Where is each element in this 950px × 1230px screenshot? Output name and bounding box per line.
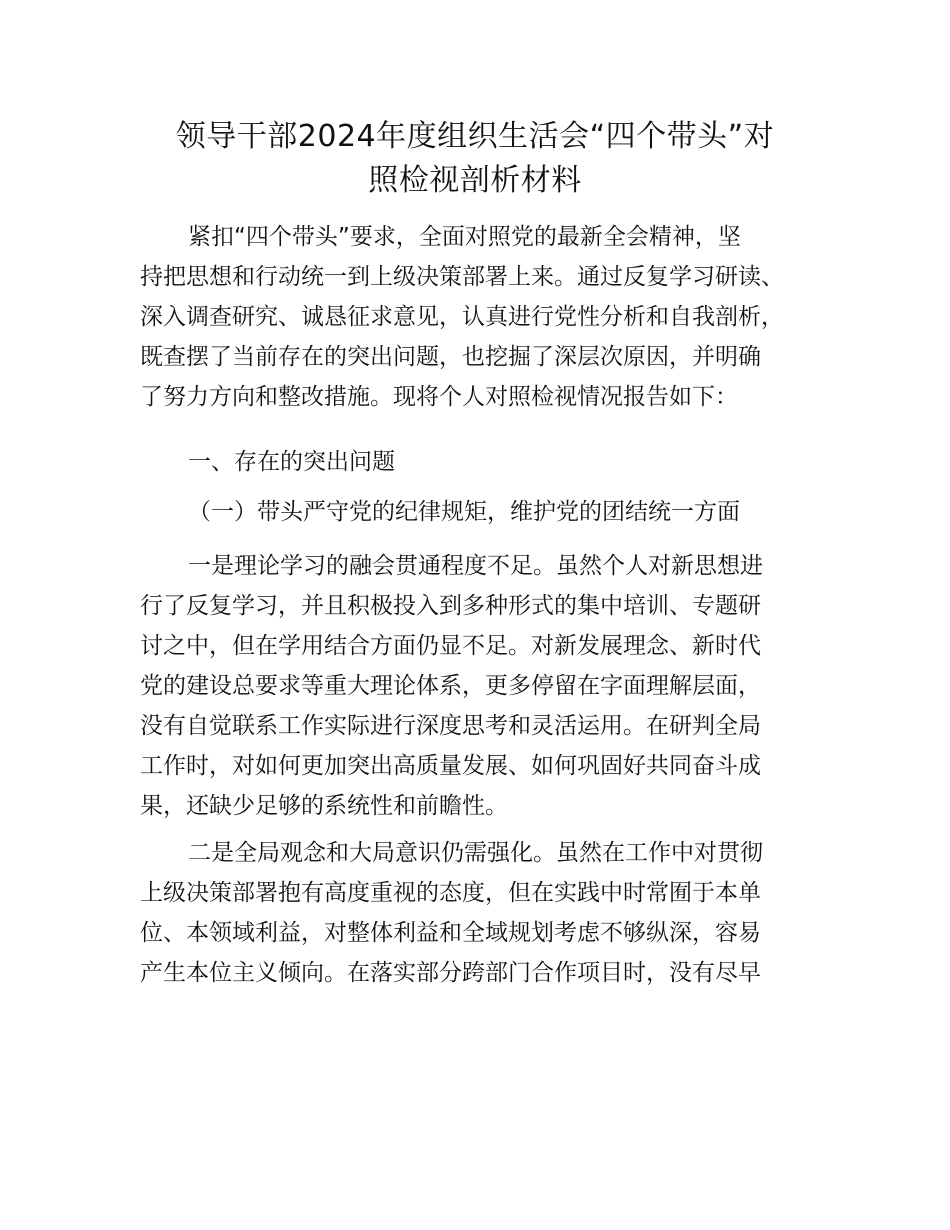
paragraph-line: 持把思想和行动统一到上级决策部署上来。通过反复学习研读、 [140,264,784,290]
paragraph-line: 产生本位主义倾向。在落实部分跨部门合作项目时，没有尽早 [140,960,761,986]
paragraph-line: 没有自觉联系工作实际进行深度思考和灵活运用。在研判全局 [140,713,761,739]
problem-paragraph-2 [140,833,830,993]
subsection-heading [140,492,830,532]
paragraph-line: 紧扣“四个带头”要求，全面对照党的最新全会精神，坚 [188,224,741,250]
paragraph-line: 位、本领域利益，对整体利益和全域规划考虑不够纵深，容易 [140,920,761,946]
paragraph-line: 深入调查研究、诚恳征求意见，认真进行党性分析和自我剖析， [140,304,784,330]
paragraph-line: 上级决策部署抱有高度重视的态度，但在实践中时常囿于本单 [140,880,761,906]
paragraph-line: 既查摆了当前存在的突出问题，也挖掘了深层次原因，并明确 [140,344,761,370]
section-heading [140,442,830,482]
paragraph-line: 一是理论学习的融会贯通程度不足。虽然个人对新思想进 [188,553,763,579]
intro-paragraph [140,217,830,417]
paragraph-line: 工作时，对如何更加突出高质量发展、如何巩固好共同奋斗成 [140,753,761,779]
paragraph-line: 行了反复学习，并且积极投入到多种形式的集中培训、专题研 [140,593,761,619]
paragraph-line: 了努力方向和整改措施。现将个人对照检视情况报告如下： [140,384,738,410]
paragraph-line: 二是全局观念和大局意识仍需强化。虽然在工作中对贯彻 [188,840,763,866]
subsection-heading-text: （一）带头严守党的纪律规矩，维护党的团结统一方面 [188,499,740,525]
paragraph-line: 党的建设总要求等重大理论体系，更多停留在字面理解层面， [140,673,761,699]
document-title-line-2: 照检视剖析材料 [368,163,582,198]
section-heading-text: 一、存在的突出问题 [188,449,395,475]
paragraph-line: 讨之中，但在学用结合方面仍显不足。对新发展理念、新时代 [140,633,761,659]
paragraph-line: 果，还缺少足够的系统性和前瞻性。 [140,793,508,819]
problem-paragraph-1 [140,546,830,826]
document-title-line-1: 领导干部2024年度组织生活会“四个带头”对 [175,119,775,154]
